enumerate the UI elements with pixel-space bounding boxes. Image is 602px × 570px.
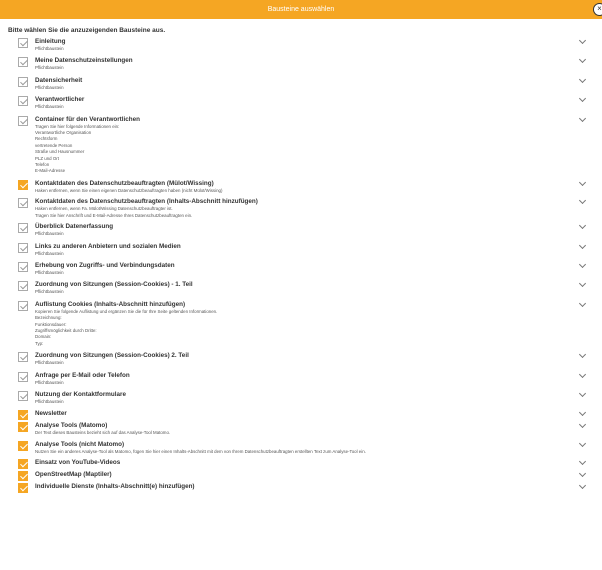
modal-header	[0, 0, 602, 19]
building-block-title: Datensicherheit	[35, 76, 83, 84]
building-block-description: Der Text dieses Bausteins bezieht sich auf das Analyse-Tool Matomo.	[35, 430, 171, 436]
building-block-title: Zuordnung von Sitzungen (Session-Cookies) 2. Teil	[35, 352, 189, 360]
building-block-title: Analyse Tools (nicht Matomo)	[35, 440, 125, 448]
building-block-item[interactable]	[18, 115, 588, 175]
building-block-description: E-Mail-Adresse	[35, 168, 66, 174]
building-block-title: Einleitung	[35, 38, 66, 45]
chevron-down-icon[interactable]	[579, 300, 586, 307]
intro-text: Bitte wählen Sie die anzuzeigenden Bausteine aus.	[8, 27, 166, 34]
checkmark-icon[interactable]	[18, 372, 28, 382]
building-block-title: Container für den Verantwortlichen	[35, 115, 140, 123]
building-block-title: Einsatz von YouTube-Videos	[35, 459, 121, 467]
chevron-down-icon[interactable]	[579, 76, 586, 83]
checkmark-icon[interactable]	[18, 352, 28, 362]
chevron-down-icon[interactable]	[579, 261, 586, 268]
checkmark-icon[interactable]	[18, 38, 28, 48]
checkmark-icon[interactable]	[18, 422, 28, 432]
building-block-description: PLZ und Ort	[35, 155, 59, 161]
checkmark-icon[interactable]	[18, 262, 28, 272]
building-block-description: Domain:	[35, 334, 52, 340]
chevron-down-icon[interactable]	[579, 458, 586, 465]
building-block-item[interactable]	[18, 222, 588, 237]
building-block-description: Verantwortliche Organisation	[35, 130, 92, 136]
checkmark-icon[interactable]	[18, 116, 28, 126]
building-block-list	[0, 37, 602, 491]
building-block-description: Typ:	[35, 340, 44, 346]
chevron-down-icon[interactable]	[579, 390, 586, 397]
chevron-down-icon[interactable]	[579, 470, 586, 477]
checkmark-icon[interactable]	[18, 198, 28, 208]
building-block-title: Anfrage per E-Mail oder Telefon	[35, 371, 130, 379]
building-block-title: Erhebung von Zugriffs- und Verbindungsdaten	[35, 261, 175, 269]
building-block-description: Pflichtbaustein	[35, 269, 64, 275]
building-block-title: Individuelle Dienste (Inhalts-Abschnitt(e) hinzufügen)	[35, 483, 195, 491]
building-block-item[interactable]	[18, 280, 588, 295]
building-block-description: vertretende Person	[35, 142, 73, 148]
building-block-title: Analyse Tools (Matomo)	[35, 422, 108, 430]
checkmark-icon[interactable]	[18, 96, 28, 106]
checkmark-icon[interactable]	[18, 471, 28, 481]
checkmark-icon[interactable]	[18, 223, 28, 233]
checkmark-icon[interactable]	[18, 483, 28, 493]
building-block-title: Zuordnung von Sitzungen (Session-Cookies) - 1. Teil	[35, 281, 193, 289]
building-block-description: Pflichtbaustein	[35, 360, 64, 366]
building-block-title: Nutzung der Kontaktformulare	[35, 390, 126, 398]
chevron-down-icon[interactable]	[579, 371, 586, 378]
building-block-description: Zugriffsmöglichkeit durch Dritte:	[35, 327, 97, 333]
building-block-description: Tragen Sie hier folgende Informationen ein:	[35, 123, 120, 129]
building-block-description: Funktionsdauer:	[35, 321, 67, 327]
building-block-description: Straße und Hausnummer	[35, 149, 85, 155]
checkmark-icon[interactable]	[18, 301, 28, 311]
building-block-item[interactable]	[18, 440, 588, 455]
checkmark-icon[interactable]	[18, 410, 28, 420]
building-block-item[interactable]	[18, 470, 588, 479]
building-block-description: Tragen Sie hier Anschrift und E-Mail-Adresse Ihres Datenschutzbeauftragten ein.	[35, 212, 193, 218]
building-block-title: Auflistung Cookies (Inhalts-Abschnitt hinzufügen)	[35, 300, 186, 308]
building-block-description: Telefon	[35, 162, 50, 168]
building-block-description: Pflichtbaustein	[35, 289, 64, 295]
building-block-description: Haken entfernen, wenn Sie einen eigenen Datenschutzbeauftragten haben (nicht Mülot/Wissing)	[35, 187, 223, 193]
building-block-description: Pflichtbaustein	[35, 379, 64, 385]
building-block-item[interactable]	[18, 300, 588, 347]
building-block-description: Nutzen Sie ein anderes Analyse-Tool als Matomo, fügen Sie hier einen Inhalts-Abschnitt mit dem von Ihrem Datenschutzbeauftragten erstellten Text zum Analyse-Tool ein.	[35, 448, 366, 454]
building-block-item[interactable]	[18, 95, 588, 110]
building-block-description: Pflichtbaustein	[35, 398, 64, 404]
building-block-description: Pflichtbaustein	[35, 84, 64, 90]
checkmark-icon[interactable]	[18, 243, 28, 253]
building-block-title: Kontaktdaten des Datenschutzbeauftragten (Inhalts-Abschnitt hinzufügen)	[35, 198, 258, 206]
building-block-item[interactable]	[18, 458, 588, 467]
checkmark-icon[interactable]	[18, 459, 28, 469]
checkmark-icon[interactable]	[18, 77, 28, 87]
building-block-title: Kontaktdaten des Datenschutzbeauftragten (Mülot/Wissing)	[35, 179, 214, 187]
chevron-down-icon[interactable]	[579, 222, 586, 229]
building-block-title: OpenStreetMap (Maptiler)	[35, 471, 112, 479]
building-block-item[interactable]	[18, 242, 588, 257]
building-block-description: Haken entfernen, wenn Fa. Mülot/Wissing Datenschutzbeauftragter ist.	[35, 206, 173, 212]
chevron-down-icon[interactable]	[579, 482, 586, 489]
building-block-description: Pflichtbaustein	[35, 231, 64, 237]
chevron-down-icon[interactable]	[579, 351, 586, 358]
building-block-title: Verantwortlicher	[35, 96, 85, 104]
chevron-down-icon[interactable]	[579, 115, 586, 122]
building-block-description: Pflichtbaustein	[35, 250, 64, 256]
building-block-item[interactable]	[18, 76, 588, 91]
building-block-item[interactable]	[18, 261, 588, 276]
building-block-item[interactable]	[18, 37, 588, 52]
modal-title: Bausteine auswählen	[267, 6, 335, 13]
checkmark-icon[interactable]	[18, 391, 28, 401]
building-block-description: Pflichtbaustein	[35, 65, 64, 71]
building-block-item[interactable]	[18, 179, 588, 194]
building-block-description: Pflichtbaustein	[35, 104, 64, 110]
building-block-title: Newsletter	[35, 410, 67, 418]
building-block-title: Überblick Datenerfassung	[35, 223, 114, 231]
close-icon[interactable]: ×	[593, 3, 602, 16]
chevron-down-icon[interactable]	[579, 37, 586, 44]
checkmark-icon[interactable]	[18, 180, 28, 190]
building-block-description: Kopieren Sie folgende Auflistung und ergänzen Sie die für Ihre Seite geltenden Informationen.	[35, 308, 218, 314]
chevron-down-icon[interactable]	[579, 179, 586, 186]
checkmark-icon[interactable]	[18, 57, 28, 67]
chevron-down-icon[interactable]	[579, 197, 586, 204]
building-block-item[interactable]	[18, 482, 588, 491]
building-block-item[interactable]	[18, 421, 588, 436]
chevron-down-icon[interactable]	[579, 241, 586, 248]
checkmark-icon[interactable]	[18, 441, 28, 451]
building-block-item[interactable]	[18, 371, 588, 386]
chevron-down-icon[interactable]	[579, 440, 586, 447]
chevron-down-icon[interactable]	[579, 95, 586, 102]
building-block-title: Links zu anderen Anbietern und sozialen Medien	[35, 242, 181, 250]
chevron-down-icon[interactable]	[579, 421, 586, 428]
building-block-item[interactable]	[18, 390, 588, 405]
building-block-title: Meine Datenschutzeinstellungen	[35, 57, 133, 65]
building-block-item[interactable]	[18, 56, 588, 71]
building-block-item[interactable]	[18, 197, 588, 219]
building-block-item[interactable]	[18, 351, 588, 366]
chevron-down-icon[interactable]	[579, 409, 586, 416]
chevron-down-icon[interactable]	[579, 56, 586, 63]
building-block-description: Rechtsform	[35, 136, 58, 142]
building-block-description: Pflichtbaustein	[35, 46, 64, 51]
building-block-item[interactable]	[18, 409, 588, 418]
chevron-down-icon[interactable]	[579, 280, 586, 287]
building-block-description: Bezeichnung:	[35, 315, 62, 321]
checkmark-icon[interactable]	[18, 281, 28, 291]
